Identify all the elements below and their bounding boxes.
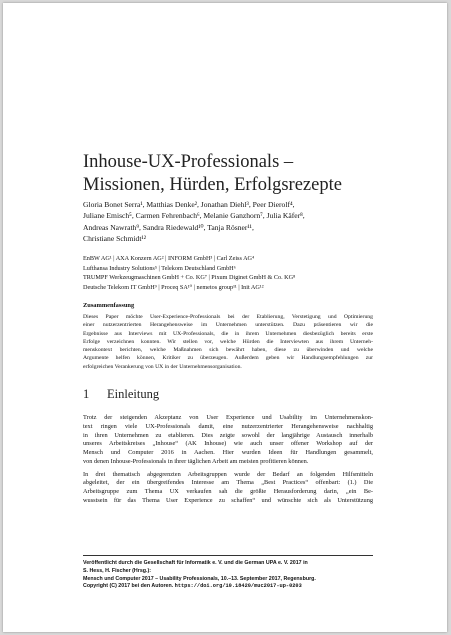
body-line: von denen Inhouse-Professionals in ihrer täglichen Arbeit am meisten profitieren können. — [83, 457, 309, 465]
footer-line: S. Hess, H. Fischer (Hrsg.): — [83, 567, 151, 574]
abstract-heading: Zusammenfassung — [83, 302, 135, 309]
author-line: Juliane Emisch⁵, Carmen Fehrenbach⁶, Melanie Ganzhorn⁷, Julia Käfer⁸, — [83, 211, 305, 221]
paper-title — [83, 151, 383, 197]
body-line: Trotz der steigenden Akzeptanz von User Experience und Usability im Unternehmenskon- — [83, 414, 373, 421]
author-list — [83, 199, 383, 244]
abstract-line: einer nutzerzentrierten Herangehensweise im Unternehmen unterstützen. Dazu präsentieren wir die — [83, 322, 373, 329]
paper-page — [3, 3, 447, 632]
section-number: 1 — [83, 387, 90, 401]
section-title: Einleitung — [107, 387, 160, 401]
abstract-line: erfolgreichen Verankerung von UX in der Unternehmensorganisation. — [83, 363, 242, 370]
abstract-text — [83, 313, 373, 371]
footer-line: Mensch und Computer 2017 – Usability Professionals, 10.–13. September 2017, Regensburg. — [83, 575, 316, 582]
body-line: Mensch und Computer 2016 in Aachen. Hier wurden Ideen für Handlungen gesammelt, — [83, 449, 373, 456]
body-line: Arbeitsgruppe zum Thema UX verkaufen sah die größte Herausforderung darin, „ein Be- — [83, 488, 373, 495]
doi-link[interactable]: https://doi.org/10.18420/muc2017-up-0203 — [174, 583, 302, 590]
affiliation-line: EnBW AG¹ | AXA Konzern AG² | INFORM GmbH³ | Carl Zeiss AG⁴ — [83, 255, 255, 262]
body-line: unseres Arbeitskreises „Inhouse“ (AK Inhouse) wie auch unser offener Workshop auf der — [83, 440, 373, 448]
title-line-1: Inhouse-UX-Professionals – — [83, 152, 294, 172]
publication-footer — [83, 555, 373, 591]
body-line: in ihren Unternehmen zu etablieren. Dies zeigte sowohl der langjährige Austausch innerhalb — [83, 431, 373, 439]
footer-line: Veröffentlicht durch die Gesellschaft für Informatik e. V. und die German UPA e. V. 2017 in — [83, 560, 308, 566]
abstract-line: menskontext berichten, welche Maßnahmen sich bewährt haben, diese zu überwinden und welche — [83, 347, 373, 354]
affiliation-line: Lufthansa Industry Solutions⁵ | Telekom Deutschland GmbH⁶ — [83, 264, 236, 272]
affiliation-line: TRUMPF Werkzeugmaschinen GmbH + Co. KG⁷ | Pixum Diginet GmbH & Co. KG⁸ — [83, 274, 296, 282]
abstract-line: Argumente helfen können, Kritiker zu überzeugen. Außerdem geben wir Handlungsempfehlungen zur — [83, 355, 373, 362]
author-line: Christiane Schmidt¹² — [83, 233, 146, 243]
body-line: abgeleitet, der ein übergreifendes Interesse am Thema „Best Practices“ offenbart: (1.) Die — [83, 479, 373, 487]
body-line: text ringen viele UX-Professionals damit, eine nutzerzentrierter Herangehensweise nachhaltig — [83, 422, 373, 430]
title-line-2: Missionen, Hürden, Erfolgsrezepte — [83, 175, 342, 195]
abstract-line: Erfolge verzeichnen konnten. Wir stellen vor, welche Hürden die Interviewten aus ihrem Unterneh- — [83, 338, 373, 345]
affiliation-line: Deutsche Telekom IT GmbH⁹ | Proceq SA¹⁰ | nemetos group¹¹ | Init AG¹² — [83, 283, 264, 291]
body-line: wusstsein für das Thema User Experience zu schaffen“ und wünschte sich als Unterstützung — [83, 496, 373, 504]
abstract-line: Dieses Paper möchte User-Experience-Professionals bei der Etablierung, Verstetigung und Optimierung — [83, 314, 373, 320]
affiliation-list — [83, 254, 383, 292]
body-line: In drei thematisch abgegrenzten Arbeitsgruppen wurde der Bedarf an folgenden Hilfsmitteln — [83, 470, 373, 478]
body-text — [83, 414, 373, 506]
footer-copyright — [83, 583, 373, 591]
copyright-text: Copyright (C) 2017 bei den Autoren. — [83, 583, 174, 590]
author-line: Andreas Nawrath⁹, Sandra Riedewald¹⁰, Tanja Rösner¹¹, — [83, 222, 254, 232]
section-heading — [83, 387, 159, 401]
abstract-line: Ergebnisse aus Interviews mit UX-Professionals, die in ihrem Unternehmen diesbezüglich bereits erste — [83, 330, 373, 337]
author-line: Gloria Bonet Serra¹, Matthias Denke², Jonathan Diehl³, Peer Dierolf⁴, — [83, 200, 295, 209]
